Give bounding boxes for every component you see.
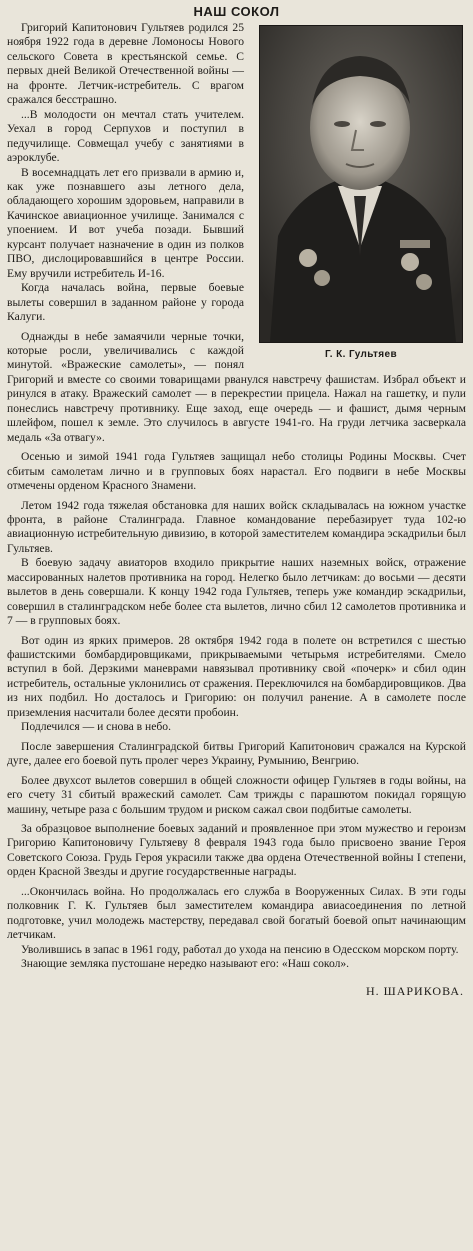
- portrait-caption: Г. К. Гультяев: [324, 349, 398, 360]
- paragraph: Когда началась война, первые боевые вылеты совершил в заданном районе у города Калуги.: [7, 281, 244, 324]
- portrait-image: [260, 26, 462, 342]
- paragraph: Осенью и зимой 1941 года Гультяев защищал небо столицы Родины Москвы. Счет сбитым самолетам лично и в групповых боях нарастал. Его подвиги в небе Москвы отмечены орденом Красного Знамени.: [7, 450, 466, 493]
- paragraph: Знающие земляка пустошане нередко называют его: «Наш сокол».: [21, 957, 350, 971]
- paragraph: В восемнадцать лет его призвали в армию и, как уже познавшего азы летного дела, обладающего хорошим здоровьем, направили в Качинское авиационное училище. Занимался с упоением. И вот учеба позади. Бывший курсант получает назначение в один из полков ПВО, дислоцировавшийся в центре России. Ему вручили истребитель И-16.: [7, 165, 244, 280]
- paragraph: Летом 1942 года тяжелая обстановка для наших войск складывалась на южном участке фронта, в районе Сталинграда. Главное командование перебазирует туда 102-ю авиационную истребительную дивизию, в которой заместителем командира эскадрильи был Гультяев.: [7, 498, 466, 555]
- paragraph: После завершения Сталинградской битвы Григорий Капитонович сражался на Курской дуге, далее его боевой путь пролег через Украину, Румынию, Венгрию.: [7, 739, 466, 768]
- article-title: НАШ СОКОЛ: [193, 4, 280, 19]
- paragraph: Григорий Капитонович Гультяев родился 25 ноября 1922 года в деревне Ломоносы Нового сельского Совета в крестьянской семье. С первых дней Великой Отечественной войны — на фронте. Летчик-истребитель. С врагом сражался бесстрашно.: [7, 21, 244, 107]
- article-body-bottom: [7, 450, 466, 971]
- paragraph: Подлечился — и снова в небо.: [21, 720, 171, 734]
- portrait-photo: [259, 25, 463, 343]
- paragraph: ...Окончилась война. Но продолжалась его служба в Вооруженных Силах. В эти годы полковник Г. К. Гультяев был заместителем командира авиасоединения по летной подготовке, учил молодежь мастерству, передавал свой богатый боевой опыт начинающим летчикам.: [7, 884, 466, 942]
- paragraph: ...В молодости он мечтал стать учителем. Уехал в город Серпухов и поступил в педучилище. Совмещал учебу с занятиями в аэроклубе.: [7, 107, 244, 165]
- paragraph: Однажды в небе замаячили черные точки, которые росли, увеличивались с каждой минутой. «Вражеские самолеты», — понял Григорий и вместе со своими товарищами рванулся навстречу фашистам. Избрал объект и ринулся в атаку. Вражеский самолет — в перекрестии прицела. Нажал на гашетку, и пули понеслись навстречу противнику. Еще заход, еще очередь — и фашист, дымя черным шлейфом, пошел к земле. Это случилось в августе 1941-го. На груди летчика засверкала медаль «За отвагу».: [7, 329, 466, 444]
- portrait-figure: [256, 25, 466, 360]
- paragraph: Уволившись в запас в 1961 году, работал до ухода на пенсию в Одесском морском порту.: [21, 942, 459, 956]
- author-signature: Н. ШАРИКОВА.: [365, 983, 464, 998]
- paragraph: Вот один из ярких примеров. 28 октября 1942 года в полете он встретился с шестью фашистскими бомбардировщиками, прикрываемыми четырьмя истребителями. Смело вступил в бой. Дерзкими маневрами навязывал противнику свой «почерк» и сбил один истребитель, остальные уклонились от сражения. Переключился на бомбардировщиков. Два из них подбил. Но досталось и Григорию: он получил ранение. А в самолете после приземления насчитали более десяти пробоин.: [7, 633, 466, 719]
- paragraph: Более двухсот вылетов совершил в общей сложности офицер Гультяев в годы войны, на его счету 31 сбитый вражеский самолет. Сам трижды с парашютом покидал горящую машину, четыре раза с большим трудом и риском сажал свои подбитые самолеты.: [7, 773, 466, 816]
- paragraph: В боевую задачу авиаторов входило прикрытие наших наземных войск, отражение массированных налетов противника на город. Нелегко было летчикам: до восьми — десяти вылетов в день совершали. К концу 1942 года Гультяев, теперь уже командир эскадрильи, совершил в сталинградском небе более ста вылетов, лично сбил 12 самолетов противника и 7 — в групповых боях.: [7, 556, 466, 628]
- paragraph: За образцовое выполнение боевых заданий и проявленное при этом мужество и героизм Григорию Капитоновичу Гультяеву 8 февраля 1943 года было присвоено звание Героя Советского Союза. Грудь Героя украсили также два ордена Отечественной войны I степени, орден Красной Звезды и другие государственные награды.: [7, 822, 466, 879]
